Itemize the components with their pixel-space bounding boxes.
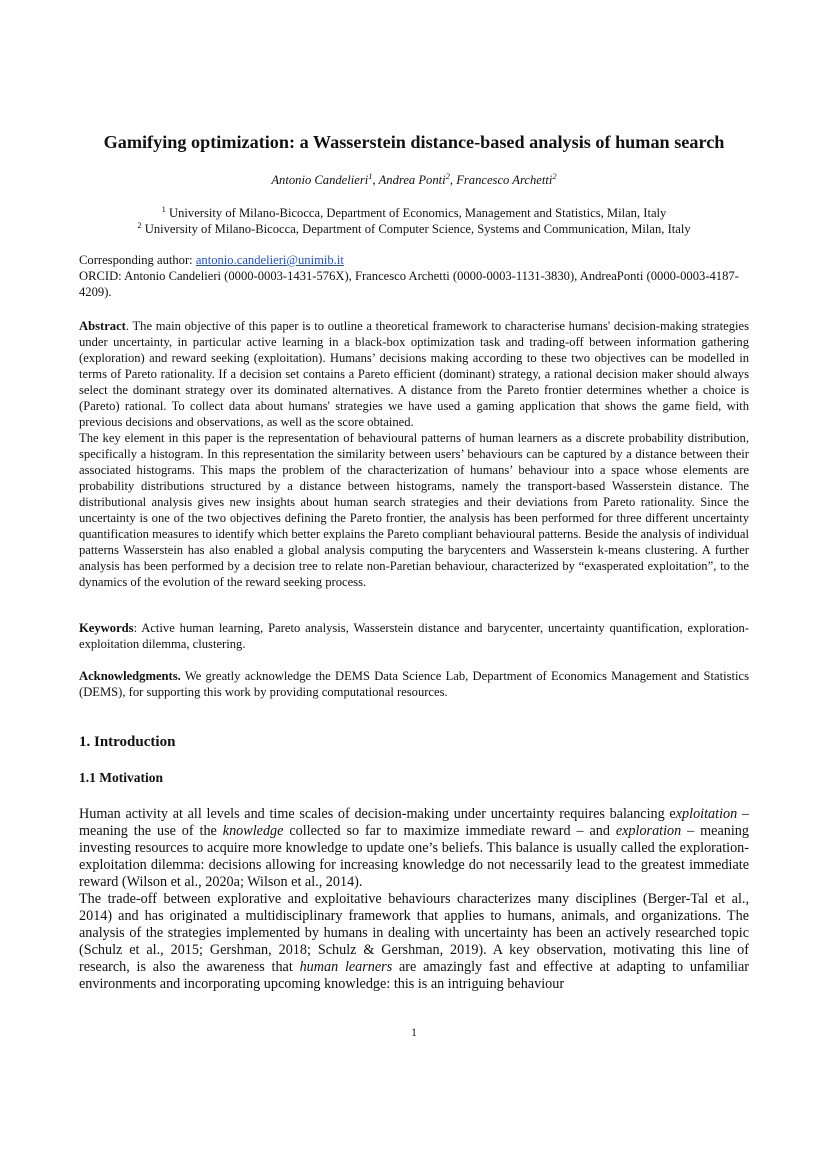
author-affil-marker: 2 <box>445 170 450 181</box>
text-run: – meaning the use of the <box>79 806 750 839</box>
affiliation-text: University of Milano-Bicocca, Department of Economics, Management and Statistics, Milan, Italy <box>169 206 667 220</box>
subsection-heading: 1.1 Motivation <box>79 770 163 785</box>
text-run: Human activity at all levels and time scales of decision-making under uncertainty requires balancing e <box>79 806 676 822</box>
affiliation-marker: 2 <box>137 219 142 230</box>
keywords <box>79 620 749 652</box>
keywords-text: : Active human learning, Pareto analysis, Wasserstein distance and barycenter, uncertainty quantification, exploration-exploitation dilemma, clustering. <box>79 621 749 651</box>
text-run: collected so far to maximize immediate reward – and <box>283 823 616 839</box>
acknowledgments-label: Acknowledgments. <box>79 669 181 683</box>
acknowledgments-text: We greatly acknowledge the DEMS Data Science Lab, Department of Economics Management and Statistics (DEMS), for supporting this work by providing computational resources. <box>79 669 749 699</box>
abstract-text-2: The key element in this paper is the representation of behavioural patterns of human learners as a discrete probability distribution, specifically a histogram. In this representation the similarity between users’ behaviours can be captured by a distance between their associated histograms. This maps the problem of the characterization of humans’ behaviour into a space whose elements are probability distributions structured by a distance between histograms, namely the transport-based Wasserstein distance. The distributional analysis gives new insights about human search strategies and their deviations from Pareto rationality. Since the uncertainty is one of the two objectives defining the Pareto frontier, the analysis has been performed for three different uncertainty quantification measures to identify which better explains the Pareto compliant behavioural patterns. Beside the analysis of individual patterns Wasserstein has also enabled a global analysis computing the barycenters and Wasserstein k-means clustering. A further analysis has been performed by a decision tree to relate non-Paretian behaviour, characterized by “exasperated exploitation”, to the dynamics of the evolution of the reward seeking process. <box>79 431 749 589</box>
corresponding-label: Corresponding author: <box>79 253 196 267</box>
text-run: are amazingly fast and effective at adapting to unfamiliar environments and incorporating upcoming knowledge: this is an intriguing behaviour <box>79 959 749 992</box>
text-run: The trade-off between explorative and exploitative behaviours characterizes many disciplines (Berger-Tal et al., 2014) and has originated a multidisciplinary framework that applies to humans, animals, and organizations. The analysis of the strategies implemented by humans in dealing with uncertainty has been an actively researched topic (Schulz et al., 2015; Gershman, 2018; Schulz & Gershman, 2019). A key observation, motivating this line of research, is also the awareness that <box>79 891 749 975</box>
author-list <box>79 172 749 188</box>
abstract <box>79 318 749 590</box>
orcid-line: ORCID: Antonio Candelieri (0000-0003-1431-576X), Francesco Archetti (0000-0003-1131-3830), AndreaPonti (0000-0003-4187-4209). <box>79 269 739 299</box>
author-affil-marker: 1 <box>368 170 373 181</box>
affiliation-text: University of Milano-Bicocca, Department of Computer Science, Systems and Communication, Milan, Italy <box>144 222 691 236</box>
affiliation <box>79 221 749 237</box>
email-link[interactable]: antonio.candelieri@unimib.it <box>195 253 344 267</box>
abstract-text: . The main objective of this paper is to outline a theoretical framework to characterise humans' decision-making strategies under uncertainty, in particular active learning in a black-box optimization task and trading-off between information gathering (exploration) and reward seeking (exploitation). Humans’ decisions making according to these two objectives can be modelled in terms of Pareto rationality. If a decision set contains a Pareto efficient (dominant) strategy, a rational decision maker should always select the dominant strategy over its dominated alternatives. A distance from the Pareto frontier determines whether a choice is (Pareto) rational. To collect data about humans' strategies we have used a gaming application that shows the game field, with previous decisions and observations, as well as the score obtained. <box>79 319 749 429</box>
keywords-label: Keywords <box>79 621 134 635</box>
author-affil-marker: 2 <box>552 170 557 181</box>
author-name: Francesco Archetti <box>456 173 553 187</box>
affiliation-marker: 1 <box>161 203 166 214</box>
paragraph <box>79 891 749 993</box>
author-name: Andrea Ponti <box>378 173 446 187</box>
text-run-italic: knowledge <box>222 823 284 839</box>
corresponding-author <box>79 252 749 268</box>
paragraph <box>79 806 749 891</box>
body-text <box>79 806 749 993</box>
author-separator: , <box>449 173 457 187</box>
text-run-italic: exploration <box>615 823 682 839</box>
text-run-italic: xploitation <box>675 806 738 822</box>
author-separator: , <box>372 173 379 187</box>
page-number: 1 <box>411 1027 417 1039</box>
section-heading: 1. Introduction <box>79 734 176 750</box>
acknowledgments <box>79 668 749 700</box>
paper-title: Gamifying optimization: a Wasserstein distance-based analysis of human search <box>103 132 725 152</box>
author-name: Antonio Candelieri <box>271 173 369 187</box>
text-run-italic: human learners <box>299 959 393 975</box>
contact-block <box>79 252 749 300</box>
abstract-label: Abstract <box>79 319 126 333</box>
affiliation-list <box>79 205 749 237</box>
text-run: – meaning investing resources to acquire more knowledge to update one’s beliefs. This balance is usually called the exploration-exploitation dilemma: decisions allowing for increasing knowledge do not necessarily lead to the greatest immediate reward (Wilson et al., 2020a; Wilson et al., 2014). <box>79 823 749 890</box>
affiliation <box>79 205 749 221</box>
